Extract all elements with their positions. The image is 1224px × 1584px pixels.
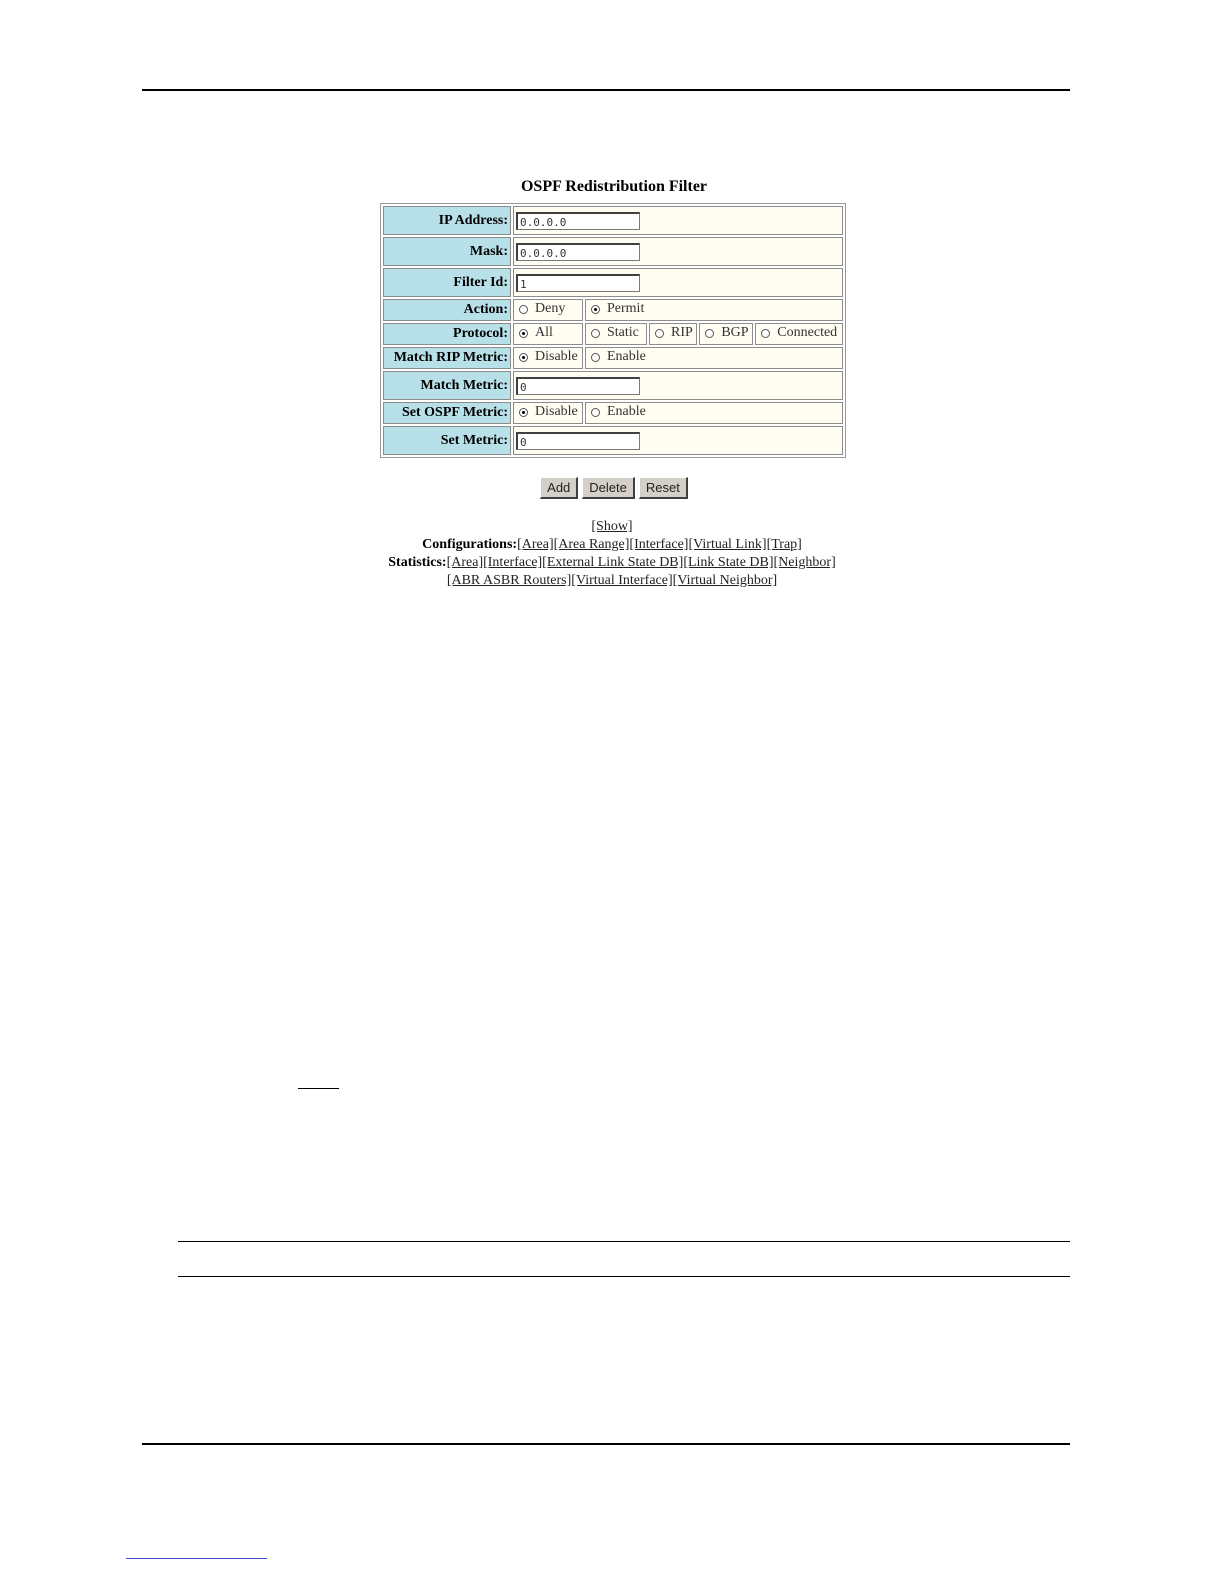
stats-interface-link[interactable]: [Interface]	[483, 555, 543, 570]
match-metric-label: Match Metric:	[383, 371, 511, 400]
page-header-rule	[142, 89, 1070, 91]
footnote-link-rule	[126, 1558, 267, 1559]
radio-label: Disable	[535, 404, 578, 420]
stats-lsdb-link[interactable]: [Link State DB]	[683, 555, 774, 570]
radio-icon	[705, 329, 714, 338]
config-area-range-link[interactable]: [Area Range]	[553, 537, 630, 552]
radio-label: Connected	[777, 325, 838, 341]
config-trap-link[interactable]: [Trap]	[766, 537, 802, 552]
protocol-bgp-radio[interactable]	[702, 325, 748, 341]
row-match-rip-metric	[383, 347, 843, 369]
action-deny-radio[interactable]	[516, 301, 565, 317]
radio-label: Permit	[607, 301, 645, 317]
filter-id-label: Filter Id:	[383, 268, 511, 297]
stats-area-link[interactable]: [Area]	[446, 555, 484, 570]
radio-label: All	[535, 325, 553, 341]
match-rip-metric-disable-radio[interactable]	[516, 349, 578, 365]
set-metric-input[interactable]: 0	[516, 432, 640, 450]
match-rip-metric-enable-radio[interactable]	[588, 349, 646, 365]
configurations-label: Configurations:	[422, 537, 518, 552]
add-button[interactable]: Add	[540, 477, 578, 499]
radio-icon	[761, 329, 770, 338]
radio-selected-icon	[519, 329, 528, 338]
row-ip-address	[383, 206, 843, 235]
protocol-label: Protocol:	[383, 323, 511, 345]
match-rip-metric-label: Match RIP Metric:	[383, 347, 511, 369]
page-footer-rule	[142, 1443, 1070, 1445]
radio-selected-icon	[591, 305, 600, 314]
radio-icon	[591, 329, 600, 338]
form-buttons	[382, 477, 846, 499]
radio-label: Enable	[607, 404, 646, 420]
protocol-all-radio[interactable]	[516, 325, 553, 341]
form-title: OSPF Redistribution Filter	[520, 178, 708, 195]
stats-neighbor-link[interactable]: [Neighbor]	[773, 555, 836, 570]
navigation-links	[300, 518, 924, 590]
radio-icon	[591, 353, 600, 362]
row-action	[383, 299, 843, 321]
radio-icon	[519, 305, 528, 314]
short-underline-rule	[298, 1088, 339, 1089]
row-mask	[383, 237, 843, 266]
row-protocol	[383, 323, 843, 345]
stats-external-lsdb-link[interactable]: [External Link State DB]	[542, 555, 684, 570]
protocol-rip-radio[interactable]	[652, 325, 693, 341]
show-line	[300, 518, 924, 536]
radio-label: Deny	[535, 301, 566, 317]
protocol-connected-radio[interactable]	[758, 325, 837, 341]
radio-icon	[591, 408, 600, 417]
stats-virtual-interface-link[interactable]: [Virtual Interface]	[571, 573, 673, 588]
config-interface-link[interactable]: [Interface]	[629, 537, 689, 552]
radio-label: RIP	[671, 325, 693, 341]
radio-label: Enable	[607, 349, 646, 365]
row-match-metric	[383, 371, 843, 400]
mask-label: Mask:	[383, 237, 511, 266]
ip-address-label: IP Address:	[383, 206, 511, 235]
radio-selected-icon	[519, 408, 528, 417]
configurations-line	[300, 536, 924, 554]
set-ospf-metric-disable-radio[interactable]	[516, 404, 578, 420]
filter-id-input[interactable]: 1	[516, 274, 640, 292]
statistics-more-line	[300, 572, 924, 590]
reset-button[interactable]: Reset	[639, 477, 688, 499]
match-metric-input[interactable]: 0	[516, 377, 640, 395]
config-virtual-link-link[interactable]: [Virtual Link]	[688, 537, 767, 552]
statistics-label: Statistics:	[388, 555, 447, 570]
statistics-line	[300, 554, 924, 572]
note-bottom-rule	[178, 1276, 1070, 1277]
mask-input[interactable]: 0.0.0.0	[516, 243, 640, 261]
radio-label: BGP	[721, 325, 749, 341]
row-set-ospf-metric	[383, 402, 843, 424]
set-ospf-metric-enable-radio[interactable]	[588, 404, 646, 420]
set-ospf-metric-label: Set OSPF Metric:	[383, 402, 511, 424]
radio-label: Disable	[535, 349, 578, 365]
stats-virtual-neighbor-link[interactable]: [Virtual Neighbor]	[672, 573, 778, 588]
radio-label: Static	[607, 325, 639, 341]
action-label: Action:	[383, 299, 511, 321]
config-area-link[interactable]: [Area]	[517, 537, 554, 552]
radio-selected-icon	[519, 353, 528, 362]
radio-icon	[655, 329, 664, 338]
row-filter-id	[383, 268, 843, 297]
show-link[interactable]: [Show]	[591, 519, 633, 534]
delete-button[interactable]: Delete	[582, 477, 635, 499]
ip-address-input[interactable]: 0.0.0.0	[516, 212, 640, 230]
row-set-metric	[383, 426, 843, 455]
stats-abr-asbr-link[interactable]: [ABR ASBR Routers]	[446, 573, 572, 588]
ospf-redistribution-filter-table	[380, 203, 846, 458]
protocol-static-radio[interactable]	[588, 325, 639, 341]
note-top-rule	[178, 1241, 1070, 1242]
set-metric-label: Set Metric:	[383, 426, 511, 455]
action-permit-radio[interactable]	[588, 301, 644, 317]
